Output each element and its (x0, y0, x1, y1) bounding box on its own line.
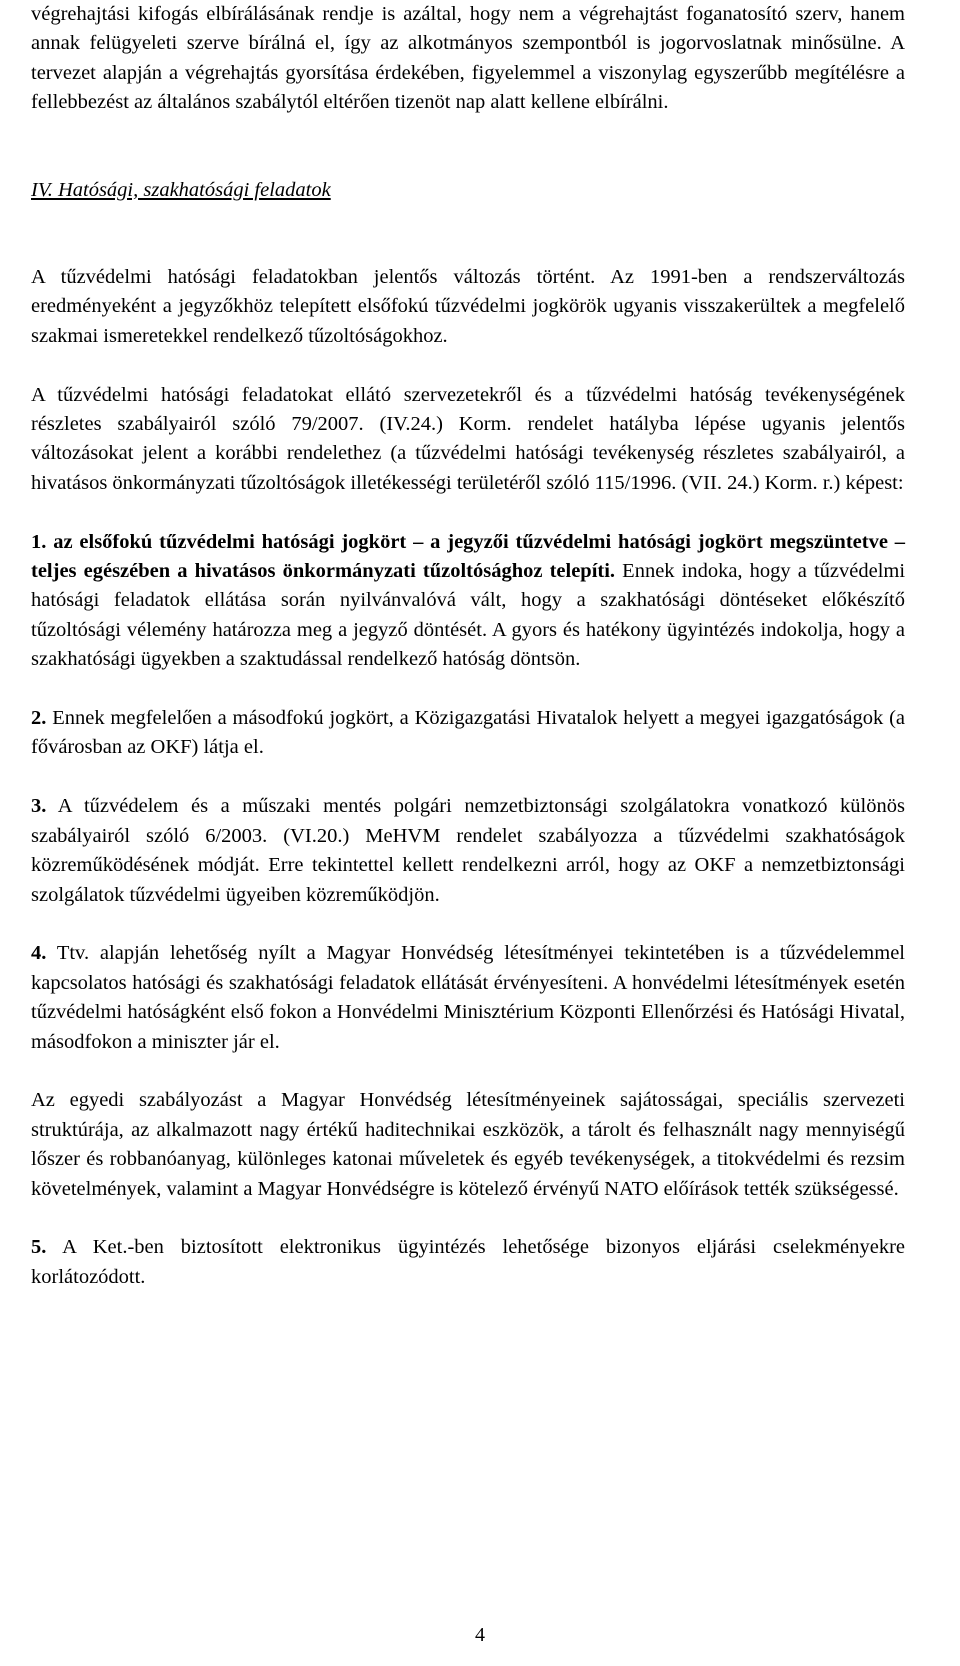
list-item-4 (31, 939, 905, 1057)
list-item-3-number: 3. (31, 795, 47, 818)
list-item-2-number: 2. (31, 707, 47, 730)
list-item-3 (31, 792, 905, 910)
list-item-3-text: A tűzvédelem és a műszaki mentés polgári nemzetbiztonsági szolgálatokra vonatkozó különös szabályairól szóló 6/2003. (VI.20.) MeHVM rendelet szabályozza a tűzvédelmi szakhatóságok közreműködésének módját. Erre tekintettel kellett rendelkezni arról, hogy az OKF a nemzetbiztonsági szolgálatok tűzvédelmi ügyeiben közreműködjön. (31, 795, 905, 906)
paragraph-regulation: A tűzvédelmi hatósági feladatokat ellátó szervezetekről és a tűzvédelmi hatóság tevékenységének részletes szabályairól szóló 79/2007. (IV.24.) Korm. rendelet hatályba lépése ugyanis jelentős változásokat jelent a korábbi rendelethez (a tűzvédelmi hatósági tevékenység részletes szabályairól, a hivatásos önkormányzati tűzoltóságok illetékességi területéről szóló 115/1996. (VII. 24.) Korm. r.) képest: (31, 383, 905, 494)
list-item-5 (31, 1233, 905, 1292)
list-item-1-text: Ennek indoka, hogy a tűzvédelmi hatósági feladatok ellátása során nyilvánvalóvá vált, hogy a szakhatósági döntéseket előkészítő tűzoltósági vélemény határozza meg a jegyző döntését. A gyors és hatékony ügyintézés indokolja, hogy a szakhatósági ügyekben a szaktudással rendelkező hatóság döntsön. (31, 560, 906, 671)
section-heading: IV. Hatósági, szakhatósági feladatok (31, 178, 331, 201)
list-item-4-number: 4. (31, 942, 47, 965)
list-item-1-lead: az elsőfokú tűzvédelmi hatósági jogkört – a jegyzői tűzvédelmi hatósági jogkört megszüntetve – teljes egészében a hivatásos önkormányzati tűzoltósághoz telepíti. (31, 530, 905, 583)
page-number: 4 (475, 1624, 485, 1646)
list-item-5-number: 5. (31, 1236, 47, 1259)
list-item-1-number: 1. (31, 530, 47, 553)
list-item-5-text: A Ket.-ben biztosított elektronikus ügyintézés lehetősége bizonyos eljárási cselekményekre korlátozódott. (31, 1236, 905, 1288)
list-item-4-text: Ttv. alapján lehetőség nyílt a Magyar Honvédség létesítményei tekintetében is a tűzvédelemmel kapcsolatos hatósági és szakhatósági feladatok ellátását érvényesíteni. A honvédelmi létesítmények esetén tűzvédelmi hatóságként első fokon a Honvédelmi Minisztérium Központi Ellenőrzési és Hatósági Hivatal, másodfokon a miniszter jár el. (31, 942, 905, 1053)
paragraph-military-regulation: Az egyedi szabályozást a Magyar Honvédség létesítményeinek sajátosságai, speciális szervezeti struktúrája, az alkalmazott nagy értékű haditechnikai eszközök, a tárolt és felhasznált nagy mennyiségű lőszer és robbanóanyag, különleges katonai műveletek és egyéb tevékenységek, a titokvédelmi és rezsim követelmények, valamint a Magyar Honvédségre is kötelező érvényű NATO előírások tették szükségessé. (31, 1089, 905, 1200)
list-item-1 (31, 528, 905, 675)
list-item-2-text: Ennek megfelelően a másodfokú jogkört, a Közigazgatási Hivatalok helyett a megyei igazgatóságok (a fővárosban az OKF) látja el. (31, 707, 905, 759)
paragraph-fire-authority-change: A tűzvédelmi hatósági feladatokban jelentős változás történt. Az 1991-ben a rendszerváltozás eredményeként a jegyzőkhöz telepített elsőfokú tűzvédelmi jogkörök ugyanis visszakerültek a megfelelő szakmai ismeretekkel rendelkező tűzoltóságokhoz. (31, 266, 905, 347)
paragraph-continuation: végrehajtási kifogás elbírálásának rendje is azáltal, hogy nem a végrehajtást foganatosító szerv, hanem annak felügyeleti szerve bírálná el, így az alkotmányos szempontból is jogorvoslatnak minősülne. A tervezet alapján a végrehajtás gyorsítása érdekében, figyelemmel a viszonylag egyszerűbb megítélésre a fellebbezést az általános szabálytól eltérően tizenöt nap alatt kellene elbírálni. (31, 3, 905, 114)
list-item-2 (31, 704, 905, 763)
document-body (31, 0, 905, 1292)
